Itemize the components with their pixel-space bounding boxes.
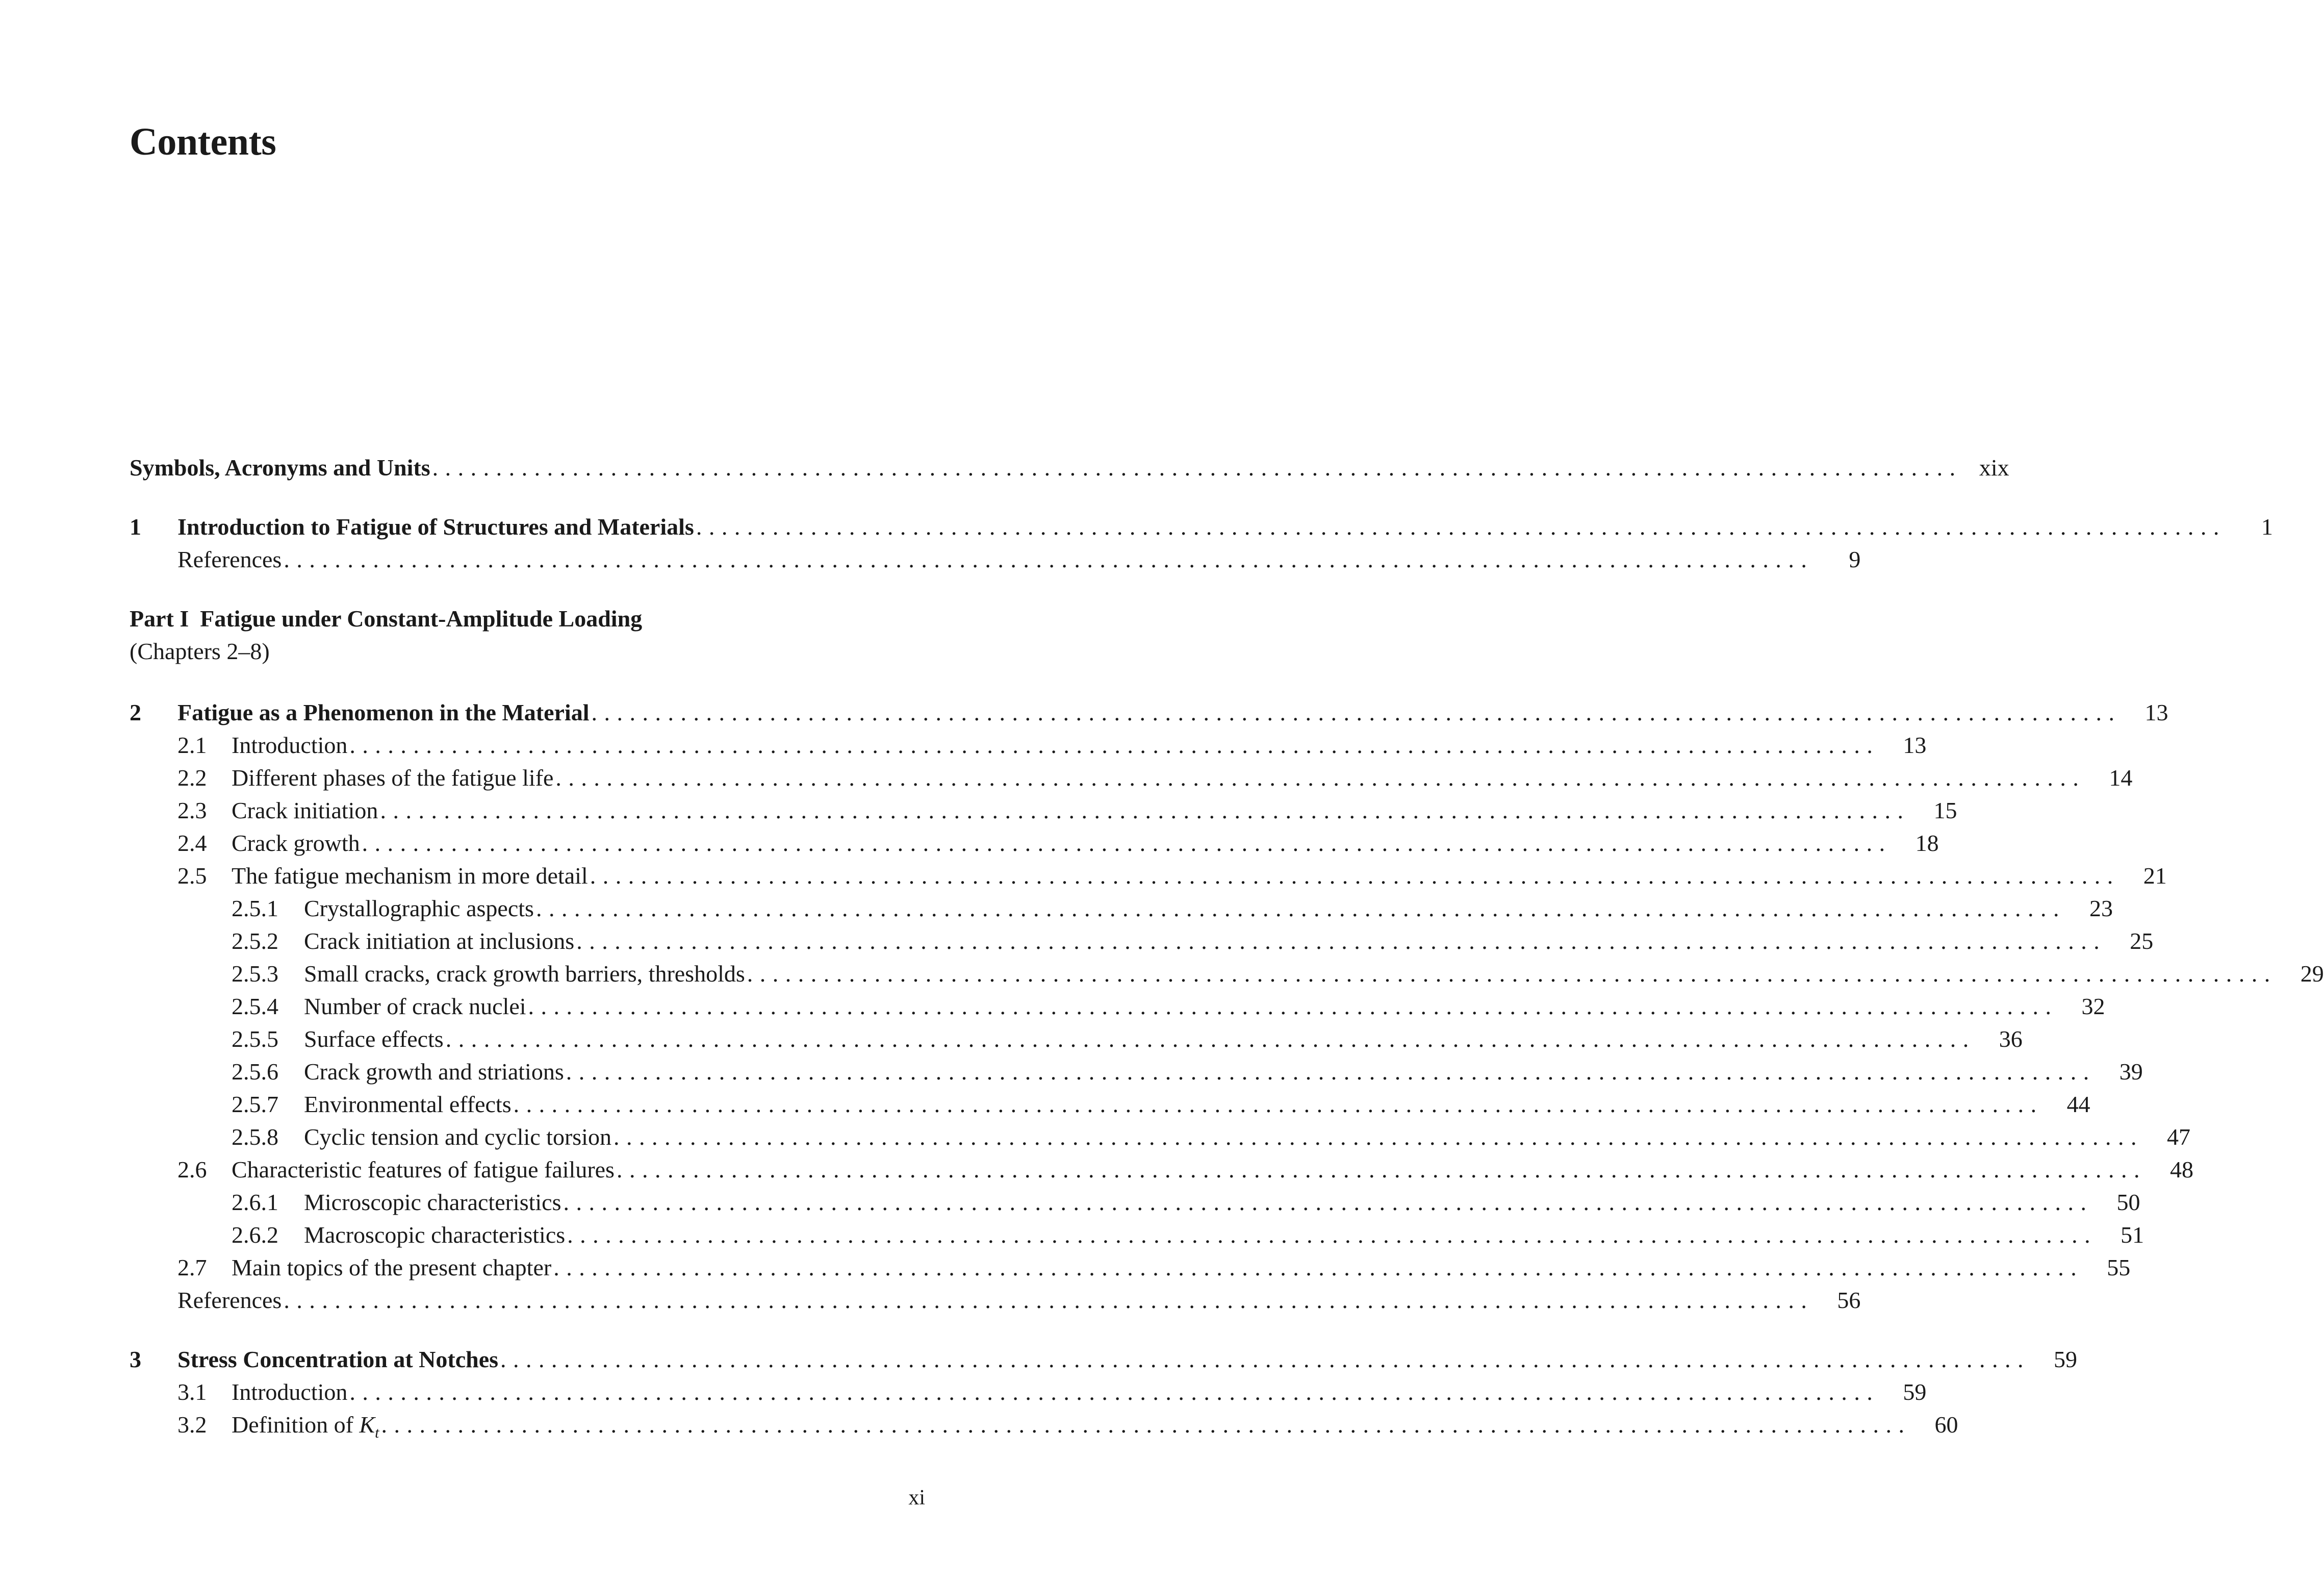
section-title: Main topics of the present chapter [232,1254,552,1280]
chapter-number: 1 [130,514,141,540]
page-title: Contents [130,120,276,163]
dot-leader: ........................................................................................................................ [284,546,1814,572]
dot-leader: ........................................................................................................................ [513,1091,2044,1117]
subsection-title: Crack growth and striations [304,1059,564,1085]
entry-page: 23 [2089,895,2113,921]
references-title: References [177,1287,282,1313]
section-title: Characteristic features of fatigue failures [232,1156,615,1183]
toc-entry-section[interactable] [130,860,2167,892]
section-number: 2.3 [177,797,207,823]
entry-page: 47 [2166,1124,2190,1150]
section-number: 2.5 [177,863,207,889]
section-title: Introduction [232,732,348,758]
entry-page: 21 [2143,863,2167,889]
chapter-number: 3 [130,1346,141,1372]
toc-entry-chapter-2[interactable] [130,696,2168,729]
entry-page: 55 [2107,1254,2131,1280]
dot-leader: ........................................................................................................................ [567,1222,2098,1248]
entry-page: 25 [2130,928,2154,954]
entry-page: 13 [1903,732,1927,758]
subsection-title: Surface effects [304,1026,444,1052]
subsection-number: 2.5.7 [232,1091,278,1117]
entry-page: 39 [2119,1059,2143,1085]
section-number: 3.1 [177,1379,207,1405]
dot-leader: ........................................................................................................................ [381,1412,1911,1438]
section-title: Crack initiation [232,797,378,823]
toc-entry-chapter-1-references[interactable] [130,543,1861,576]
toc-entry-subsection[interactable] [130,925,2154,958]
references-title: References [177,546,282,572]
toc-entry-chapter-1[interactable] [130,511,2273,543]
entry-page: xix [1979,455,2009,481]
toc-entry-subsection[interactable] [130,892,2113,925]
subsection-title: Macroscopic characteristics [304,1222,566,1248]
dot-leader: ........................................................................................................................ [380,797,1910,823]
chapter-title: Fatigue as a Phenomenon in the Material [177,699,590,725]
section-title-with-symbol [232,1409,381,1449]
dot-leader: ........................................................................................................................ [284,1287,1814,1313]
toc-entry-subsection[interactable] [130,1088,2090,1121]
subsection-number: 2.5.3 [232,961,278,987]
entry-page: 18 [1915,830,1939,856]
entry-page: 50 [2116,1189,2140,1215]
entry-page: 60 [1934,1412,1958,1438]
entry-title: Symbols, Acronyms and Units [130,455,430,481]
entry-page: 44 [2066,1091,2090,1117]
section-number: 2.1 [177,732,207,758]
chapter-title: Introduction to Fatigue of Structures and Materials [177,514,694,540]
toc-entry-section[interactable] [130,794,1957,827]
toc-entry-front-matter[interactable] [130,451,2009,484]
subsection-number: 2.5.8 [232,1124,278,1150]
toc-entry-section[interactable] [130,827,1939,860]
toc-entry-section[interactable] [130,729,1927,762]
section-title: Crack growth [232,830,360,856]
toc-entry-subsection[interactable] [130,1023,2023,1055]
entry-page: 36 [1999,1026,2023,1052]
dot-leader: ........................................................................................................................ [613,1124,2143,1150]
subsection-number: 2.5.2 [232,928,278,954]
toc-entry-subsection[interactable] [130,1219,2144,1251]
toc-entry-subsection[interactable] [130,958,2324,990]
toc-entry-chapter-2-references[interactable] [130,1284,1861,1317]
toc-entry-subsection[interactable] [130,1121,2190,1153]
dot-leader: ........................................................................................................................ [445,1026,1976,1052]
section-number: 2.7 [177,1254,207,1280]
subsection-number: 2.5.6 [232,1059,278,1085]
subsection-title: Number of crack nuclei [304,993,526,1019]
dot-leader: ........................................................................................................................ [566,1059,2096,1085]
toc-list [130,451,2324,1442]
dot-leader: ........................................................................................................................ [696,514,2226,540]
entry-page: 14 [2109,765,2133,791]
toc-entry-subsection[interactable] [130,990,2105,1023]
subsection-title: Crystallographic aspects [304,895,534,921]
section-number: 2.2 [177,765,207,791]
dot-leader: ........................................................................................................................ [553,1254,2084,1280]
part-heading[interactable] [130,602,925,668]
entry-page: 15 [1933,797,1957,823]
subsection-number: 2.5.1 [232,895,278,921]
dot-leader: ........................................................................................................................ [747,961,2277,987]
subsection-number: 2.5.5 [232,1026,278,1052]
part-label: Part I [130,606,189,632]
dot-leader: ........................................................................................................................ [362,830,1892,856]
dot-leader: ........................................................................................................................ [576,928,2107,954]
chapter-number: 2 [130,699,141,725]
entry-page: 9 [1849,546,1861,572]
entry-page: 13 [2144,699,2168,725]
entry-page: 29 [2300,961,2324,987]
subsection-title: Microscopic characteristics [304,1189,561,1215]
dot-leader: ........................................................................................................................ [349,1379,1880,1405]
toc-entry-section[interactable] [130,1251,2131,1284]
entry-page: 56 [1837,1287,1861,1313]
dot-leader: ........................................................................................................................ [500,1346,2031,1372]
subsection-number: 2.5.4 [232,993,278,1019]
section-title: Different phases of the fatigue life [232,765,554,791]
entry-page: 51 [2121,1222,2144,1248]
subsection-title: Small cracks, crack growth barriers, thresholds [304,961,745,987]
page-number: xi [908,1486,925,1510]
entry-page: 1 [2261,514,2273,540]
subsection-title: Cyclic tension and cyclic torsion [304,1124,611,1150]
dot-leader: ........................................................................................................................ [591,699,2122,725]
dot-leader: ........................................................................................................................ [616,1156,2147,1183]
entry-page: 32 [2081,993,2105,1019]
section-number: 3.2 [177,1412,207,1438]
toc-entry-section[interactable] [130,762,2133,794]
dot-leader: ........................................................................................................................ [563,1189,2093,1215]
section-number: 2.6 [177,1156,207,1183]
dot-leader: ........................................................................................................................ [349,732,1880,758]
part-chapters: (Chapters 2–8) [130,638,270,664]
toc-entry-subsection[interactable] [130,1055,2143,1088]
subsection-title: Environmental effects [304,1091,512,1117]
toc-entry-chapter-3[interactable] [130,1343,2078,1376]
toc-entry-section[interactable] [130,1409,1958,1442]
dot-leader: ........................................................................................................................ [528,993,2058,1019]
kt-symbol: $K_t$ [359,1412,379,1442]
toc-entry-section[interactable] [130,1153,2193,1186]
toc-entry-section[interactable] [130,1376,1927,1409]
entry-page: 59 [1903,1379,1927,1405]
chapter-title: Stress Concentration at Notches [177,1346,499,1372]
subsection-number: 2.6.2 [232,1222,278,1248]
entry-page: 48 [2169,1156,2193,1183]
section-title: Introduction [232,1379,348,1405]
part-title: Fatigue under Constant-Amplitude Loading [200,606,643,632]
dot-leader: ........................................................................................................................ [555,765,2086,791]
section-title: The fatigue mechanism in more detail [232,863,588,889]
dot-leader: ........................................................................................................................ [432,455,1962,481]
section-number: 2.4 [177,830,207,856]
dot-leader: ........................................................................................................................ [535,895,2066,921]
toc-entry-subsection[interactable] [130,1186,2140,1219]
dot-leader: ........................................................................................................................ [590,863,2120,889]
subsection-title: Crack initiation at inclusions [304,928,575,954]
entry-page: 59 [2054,1346,2078,1372]
section-title: Definition of [232,1412,353,1438]
subsection-number: 2.6.1 [232,1189,278,1215]
